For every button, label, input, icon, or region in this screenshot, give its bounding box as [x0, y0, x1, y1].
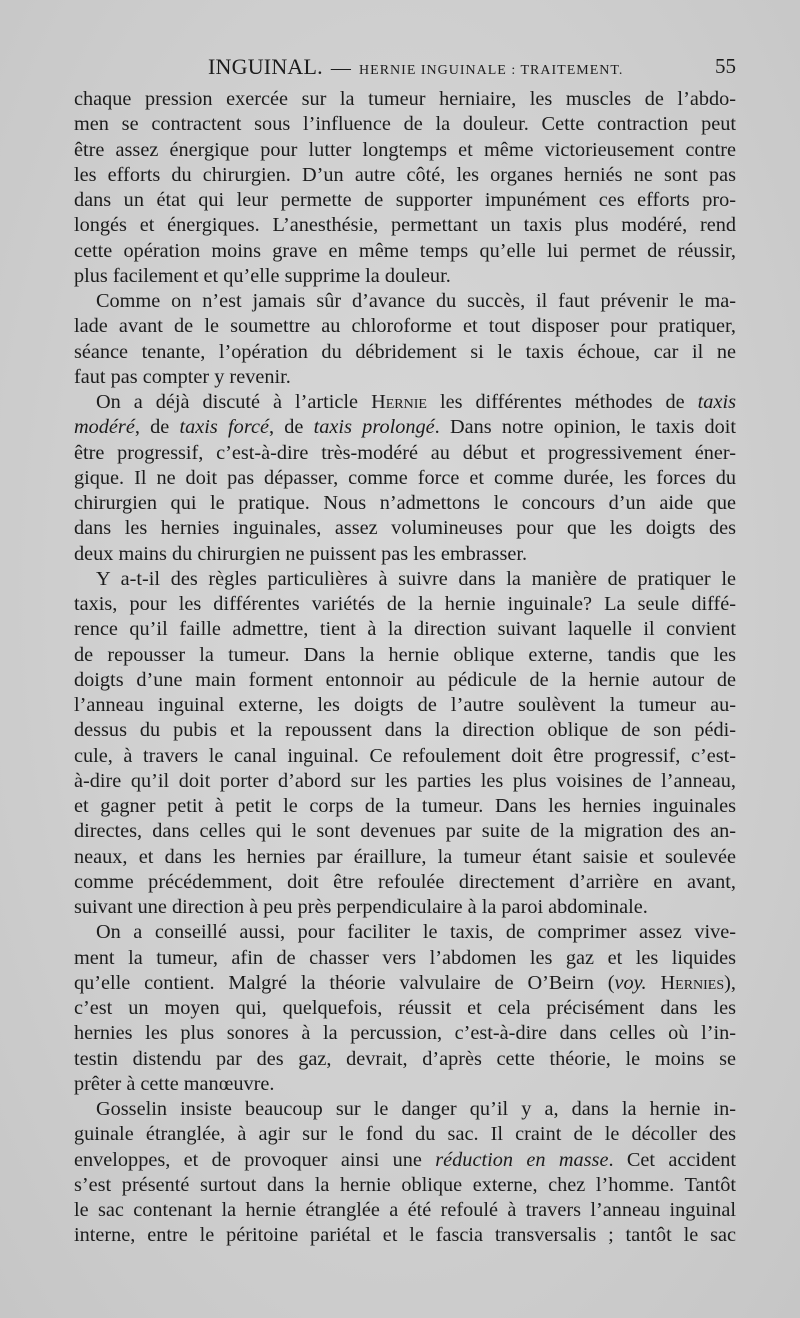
text-line: Gosselin insiste beaucoup sur le danger qu’il y a, dans la hernie in-: [96, 1098, 736, 1120]
text-line: Comme on n’est jamais sûr d’avance du succès, il faut prévenir le ma-: [96, 290, 736, 312]
text-line: cette opération moins grave en même temps qu’elle lui permet de réussir,: [74, 239, 736, 262]
text-line: et gagner petit à petit le corps de la tumeur. Dans les hernies inguinales: [74, 795, 736, 817]
page-number: 55: [715, 54, 736, 78]
text-line: dessus du pubis et la repoussent dans la direction oblique de son pédi-: [74, 719, 736, 742]
running-head: [208, 54, 623, 80]
text-segment: qu’elle contient. Malgré la théorie valvulaire de O’Beirn (: [74, 971, 615, 994]
emphasis: voy.: [614, 971, 647, 994]
text-line: comme précédemment, doit être refoulée directement d’arrière en avant,: [74, 870, 736, 893]
text-line: s’est présenté surtout dans la hernie oblique externe, chez l’homme. Tantôt: [74, 1173, 736, 1196]
emphasis: taxis prolongé: [313, 416, 435, 439]
text-segment: enveloppes, et de provoquer ainsi une: [74, 1148, 422, 1171]
text-line: [74, 1148, 736, 1173]
text-line: taxis, pour les différentes variétés de la hernie inguinale? La seule diffé-: [74, 593, 736, 615]
text-line: chaque pression exercée sur la tumeur herniaire, les muscles de l’abdo-: [74, 88, 736, 110]
text-segment: . Dans notre opinion, le taxis doit: [434, 416, 736, 439]
text-line: de repousser la tumeur. Dans la hernie oblique externe, tandis que les: [74, 643, 736, 666]
page-header: [74, 54, 736, 80]
text-line: lade avant de le soumettre au chloroforme et tout disposer pour pratiquer,: [74, 315, 736, 338]
text-line: c’est un moyen qui, quelquefois, réussit et cela précisément dans les: [74, 997, 736, 1019]
text-line: doigts d’une main forment entonnoir au pédicule de la hernie autour de: [74, 668, 736, 691]
text-line: gique. Il ne doit pas dépasser, comme force et comme durée, les forces du: [74, 466, 736, 489]
body-text: [74, 87, 736, 1249]
text-line: Y a-t-il des règles particulières à suivre dans la manière de pratiquer le: [96, 567, 736, 590]
text-line: l’anneau inguinal externe, les doigts de l’autre soulèvent la tumeur au-: [74, 694, 736, 716]
text-line: guinale étranglée, à agir sur le fond du sac. Il craint de le décoller des: [74, 1123, 736, 1146]
text-line: séance tenante, l’opération du débridement si le taxis échoue, car il ne: [74, 340, 736, 363]
text-line: [74, 390, 736, 415]
text-line: testin distendu par des gaz, devrait, d’après cette théorie, le moins se: [74, 1047, 736, 1070]
text-line: neaux, et dans les hernies par éraillure, la tumeur étant saisie et soulevée: [74, 845, 736, 868]
running-head-main: INGUINAL.: [208, 54, 323, 79]
text-segment: . Cet accident: [608, 1148, 736, 1171]
text-segment: les différentes méthodes de: [439, 391, 685, 413]
text-segment: ),: [724, 971, 736, 994]
text-segment: , de: [268, 416, 304, 439]
text-line: ment la tumeur, afin de chasser vers l’abdomen les gaz et les liquides: [74, 946, 736, 969]
text-line: faut pas compter y revenir.: [74, 365, 291, 388]
emphasis: réduction en masse: [435, 1148, 609, 1171]
text-line: deux mains du chirurgien ne puissent pas les embrasser.: [74, 542, 528, 565]
text-segment: , de: [134, 416, 170, 439]
text-line: longés et énergiques. L’anesthésie, permettant un taxis plus modéré, rend: [74, 214, 736, 237]
text-line: directes, dans celles qui le sont devenues par suite de la migration des an-: [74, 820, 736, 843]
text-line: cule, à travers le canal inguinal. Ce refoulement doit être progressif, c’est-: [74, 744, 736, 767]
cross-reference: Hernie: [371, 391, 427, 413]
text-line: être progressif, c’est-à-dire très-modéré au début et progressivement éner-: [74, 441, 736, 464]
running-head-dash: —: [330, 57, 352, 79]
emphasis: taxis: [697, 391, 736, 413]
text-line: être assez énergique pour lutter longtemps et même victorieusement contre: [74, 138, 736, 161]
cross-reference: Hernies: [660, 971, 725, 994]
text-line: hernies les plus sonores à la percussion, c’est-à-dire dans celles où l’in-: [74, 1022, 736, 1045]
text-line: les efforts du chirurgien. D’un autre côté, les organes herniés ne sont pas: [74, 163, 736, 186]
emphasis: modéré: [74, 416, 135, 439]
text-line: On a conseillé aussi, pour faciliter le taxis, de comprimer assez vive-: [96, 921, 736, 944]
text-line: chirurgien qui le pratique. Nous n’admettons le concours d’un aide que: [74, 492, 736, 514]
text-line: [74, 415, 736, 440]
running-head-sub: HERNIE INGUINALE : TRAITEMENT.: [359, 63, 624, 78]
emphasis: taxis forcé: [179, 416, 269, 439]
text-line: dans les hernies inguinales, assez volumineuses pour que les doigts des: [74, 517, 736, 540]
text-line: [74, 971, 736, 996]
text-segment: On a déjà discuté à l’article: [96, 391, 359, 413]
text-line: le sac contenant la hernie étranglée a été refoulé à travers l’anneau inguinal: [74, 1199, 736, 1221]
text-line: men se contractent sous l’influence de la douleur. Cette contraction peut: [74, 113, 736, 136]
text-line: suivant une direction à peu près perpendiculaire à la paroi abdominale.: [74, 896, 648, 918]
text-line: interne, entre le péritoine pariétal et le fascia transversalis ; tantôt le sac: [74, 1224, 736, 1247]
text-line: rence qu’il faille admettre, tient à la direction suivant laquelle il convient: [74, 618, 736, 641]
text-line: dans un état qui leur permette de supporter impunément ces efforts pro-: [74, 189, 736, 211]
text-line: plus facilement et qu’elle supprime la douleur.: [74, 264, 451, 287]
text-line: prêter à cette manœuvre.: [74, 1072, 275, 1095]
text-line: à-dire qu’il doit porter d’abord sur les parties les plus voisines de l’anneau,: [74, 769, 736, 792]
